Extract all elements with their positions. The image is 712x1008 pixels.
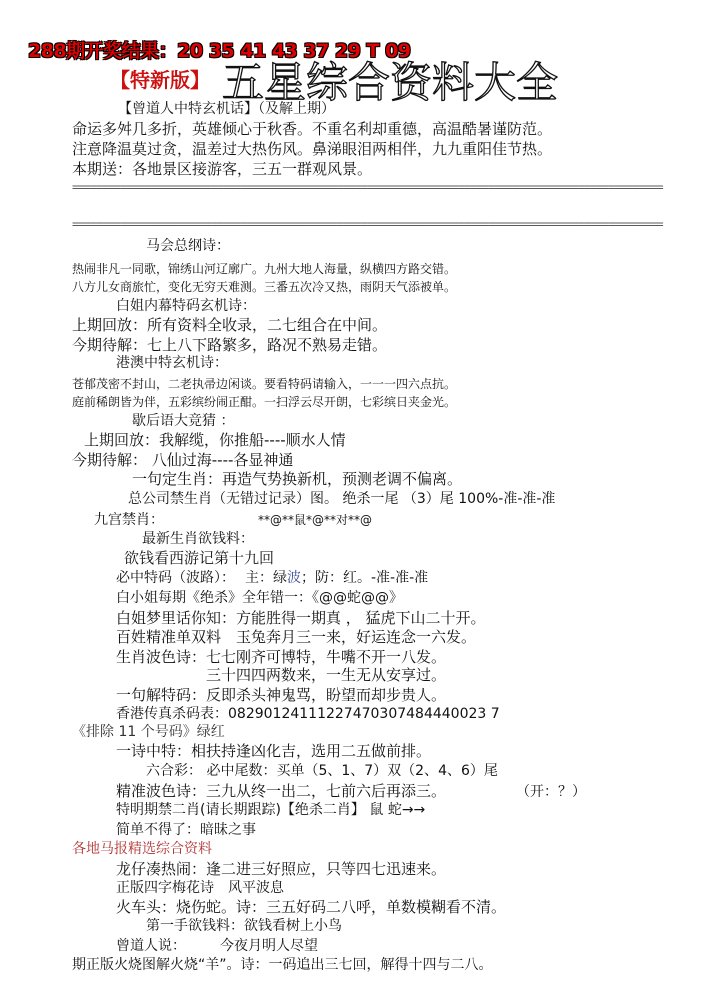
liuhe-line: 六合彩： 必中尾数：买单（5、1、7）双（2、4、6）尾: [146, 763, 498, 779]
mahui-line-1: 热闹非凡一同歌，锦绣山河辽廓广。九州大地人海量，纵横四方路交错。: [72, 262, 457, 276]
sengdao-title: 【曾道人中特玄机话】（及解上期）: [118, 101, 335, 117]
edition-badge: 【特新版】: [110, 68, 210, 92]
xianggang-line: 香港传真杀码表：08290124111227470307484440023 7: [116, 706, 500, 722]
jiandan-line: 简单不得了：暗昧之事: [116, 822, 256, 838]
baiji-line-1: 上期回放：所有资料全收录，二七组合在中间。: [72, 316, 388, 334]
xiehou-line-1: 上期回放：我解缆，你推船----顺水人情: [84, 431, 346, 449]
xiaojie-line: 白小姐每期《绝杀》全年错一：《@@蛇@@》: [116, 590, 403, 606]
kai-note: （开：？）: [516, 784, 586, 800]
shengxiao-bo-line-2: 三十四四两数来，一生无从安享过。: [206, 666, 447, 684]
gedi-title: 各地马报精选综合资料: [72, 841, 212, 857]
bizhong-line: [116, 570, 428, 586]
xiehou-line-2: 今期待解： 八仙过海----各显神通: [72, 451, 294, 469]
longzai-line: 龙仔凑热闹：逢二进三好照应，只等四七迅速来。: [116, 860, 447, 878]
bizhong-label: 必中特码（波路）：: [116, 570, 235, 586]
divider-bottom: ==================================================================================================: [72, 217, 663, 231]
sengdao-line-1: 命运多舛几多折，英雄倾心于秋香。不重名利却重德，高温酷暑谨防范。: [72, 120, 553, 138]
gangao-title: 港澳中特玄机诗：: [116, 355, 228, 371]
diyi-line: 第一手欲钱料：欲钱看树上小鸟: [146, 918, 342, 934]
sengdao-line-3: 本期送：各地景区接游客，三五一群观风景。: [72, 160, 373, 178]
baiji-line-2: 今期待解：七上八下路繁多，路况不熟易走错。: [72, 336, 388, 354]
qianliao-title: 最新生肖欲钱料：: [142, 531, 254, 547]
qianliao-value: 欲钱看西游记第十九回: [124, 549, 275, 567]
zhengban-line: 正版四字梅花诗 风平波息: [116, 880, 284, 896]
baiji-title: 白姐内幕特码玄机诗：: [116, 298, 256, 314]
huoshao-line: 期正版火烧图解火烧“羊”。诗：一码追出三七回，解得十四与二八。: [72, 957, 493, 973]
yishi-line: 一诗中特：相扶持逢凶化吉，选用二五做前排。: [116, 742, 432, 760]
shengxiao-bo-line-1: 生肖波色诗：七七刚齐可博特，牛嘴不开一八发。: [116, 648, 447, 666]
draw-result-headline: 288期开奖结果：20 35 41 43 37 29 T 09: [28, 40, 411, 62]
xiehou-title: 歇后语大竞猜 ：: [132, 413, 235, 429]
sengdaoren-value: 今夜月明人尽望: [220, 938, 318, 954]
baisheng-line: 百姓精准单双料 玉兔奔月三一来，好运连念一六发。: [116, 628, 477, 646]
mahui-line-2: 八方儿女商旅忙，变化无穷天难测。三番五次冷又热，雨阴天气添被单。: [72, 280, 457, 294]
yijujie-line: 一句解特码：反即杀头神鬼骂，盼望而却步贵人。: [116, 686, 447, 704]
paichu-line: 《排除 11 个号码》绿红: [72, 724, 225, 740]
jingzhun-line: 精准波色诗：三九从终一出二，七前六后再添三。: [116, 782, 447, 800]
jiugong-label: 九宫禁肖：: [94, 512, 164, 528]
bizhong-rest: ；防：红。-准-准-准: [301, 570, 429, 586]
huoche-line: 火车头：烧伤蛇。诗：三五好码二八呼，单数模糊看不清。: [116, 898, 507, 916]
page-title: 五星综合资料大全: [222, 58, 559, 107]
sengdao-line-2: 注意降温莫过贪，温差过大热伤风。鼻涕眼泪两相伴，九九重阳佳节热。: [72, 140, 553, 158]
sengdaoren-label: 曾道人说：: [116, 938, 186, 954]
teming-line: 特明期禁二肖(请长期跟踪)【绝杀二肖】 鼠 蛇→→: [116, 802, 426, 818]
jiugong-value: **@**鼠*@**对**@: [258, 513, 373, 527]
mengli-line: 白姐梦里话你知：方能胜得一期真 ， 猛虎下山二十开。: [116, 609, 486, 627]
mahui-title: 马会总纲诗：: [146, 238, 230, 254]
bizhong-bo: 波: [287, 570, 301, 586]
gangao-line-1: 苍郁茂密不封山，二老执帚边闲谈。要看特码请输入，一一一四六点抗。: [72, 377, 457, 391]
yiju-line: 一句定生肖：再造气势换新机，预测老调不偏离。: [132, 470, 463, 488]
zonggongsi-line: 总公司禁生肖（无错过记录）图。 绝杀一尾 （3）尾 100%-准-准-准: [128, 491, 556, 507]
bizhong-main: 主：绿: [245, 570, 287, 586]
divider-top: ==================================================================================================: [72, 180, 663, 194]
gangao-line-2: 庭前稀朗皆为伴，五彩缤纷闹正酣。一扫浮云尽开朗，七彩缤日夹金光。: [72, 395, 457, 409]
